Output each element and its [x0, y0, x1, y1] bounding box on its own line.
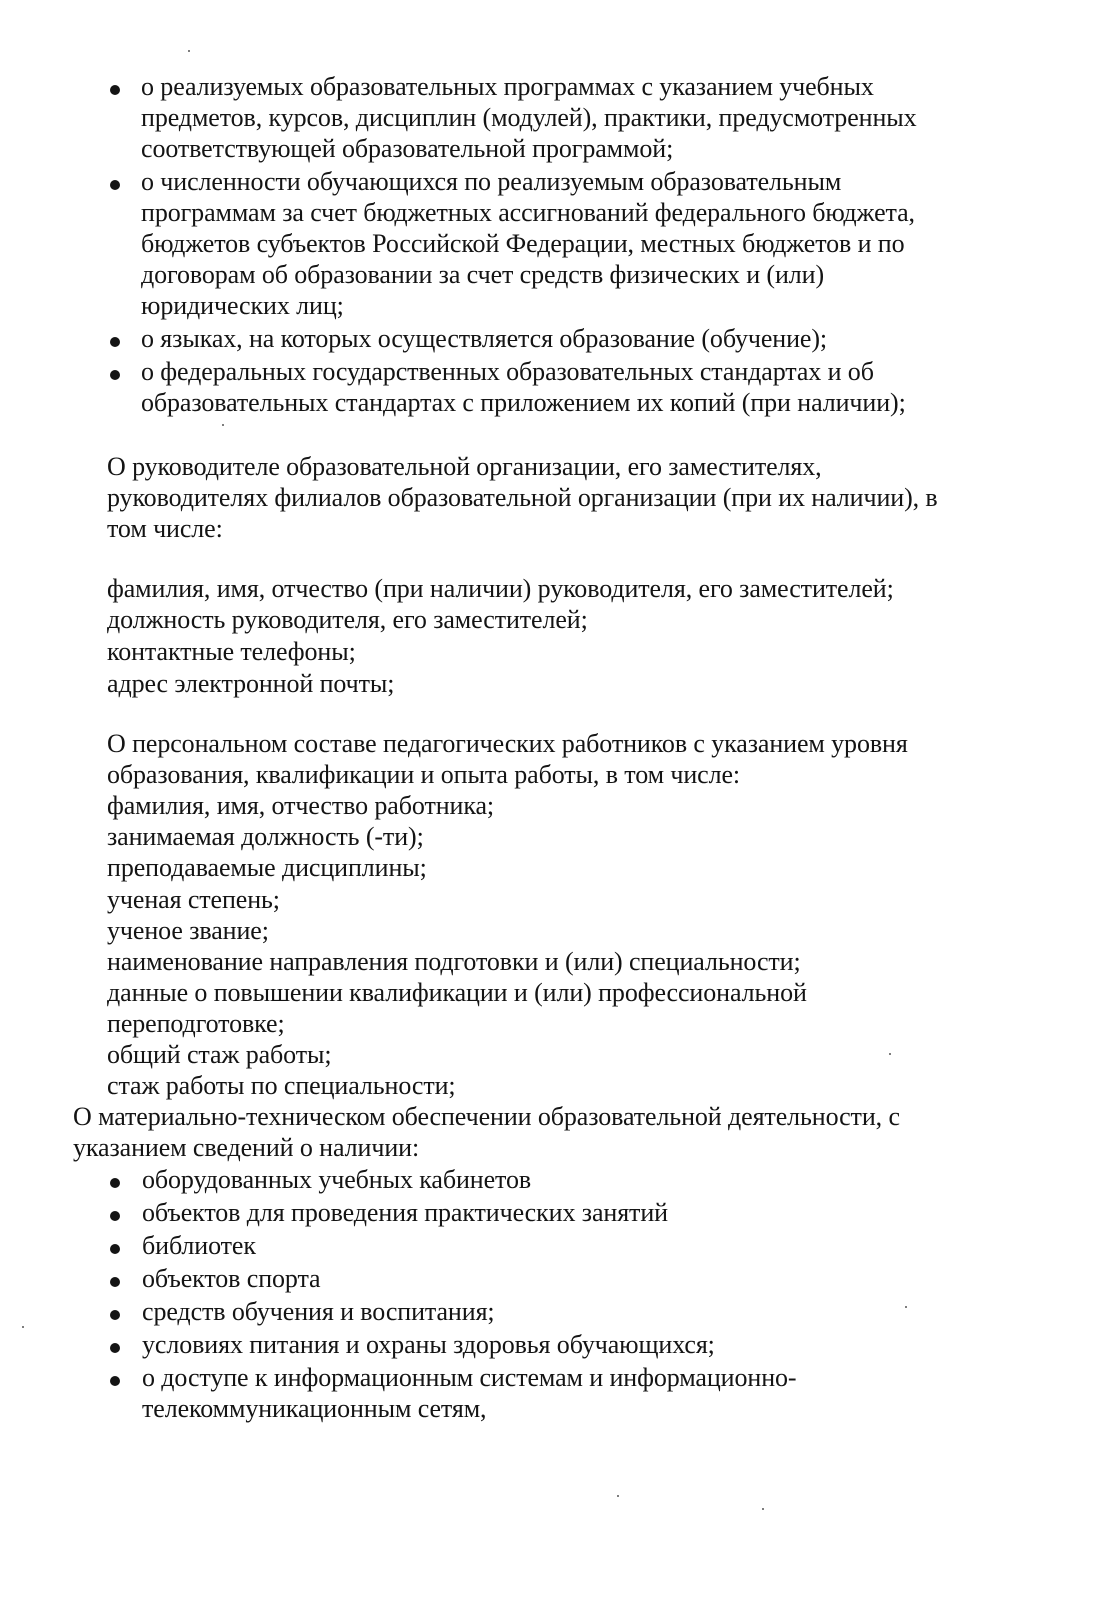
- list-item-line: соответствующей образовательной программой;: [141, 134, 674, 163]
- field-line: фамилия, имя, отчество работника;: [107, 791, 495, 820]
- field-line: ученая степень;: [107, 885, 280, 914]
- field-line: занимаемая должность (-ти);: [107, 822, 424, 851]
- scan-speck: [188, 50, 190, 52]
- scan-speck: [889, 1053, 891, 1055]
- field-line: общий стаж работы;: [107, 1040, 332, 1069]
- paragraph-line: О персональном составе педагогических работников с указанием уровня: [107, 729, 908, 758]
- list-item-line: образовательных стандартах с приложением их копий (при наличии);: [141, 388, 906, 417]
- list-item-line: объектов для проведения практических занятий: [142, 1198, 668, 1227]
- field-line: ученое звание;: [107, 916, 269, 945]
- bullet-icon: [110, 1211, 120, 1221]
- scan-speck: [22, 1326, 24, 1328]
- bullet-icon: [110, 1343, 120, 1353]
- list-item-line: библиотек: [142, 1231, 256, 1260]
- list-item-line: средств обучения и воспитания;: [142, 1297, 495, 1326]
- field-line: наименование направления подготовки и (или) специальности;: [107, 947, 801, 976]
- bullet-icon: [110, 1277, 120, 1287]
- bullet-icon: [110, 337, 120, 347]
- field-line: стаж работы по специальности;: [107, 1071, 456, 1100]
- list-item-line: программам за счет бюджетных ассигнований федерального бюджета,: [141, 198, 915, 227]
- paragraph-line: том числе:: [107, 514, 223, 543]
- scan-speck: [762, 1508, 764, 1510]
- field-line: должность руководителя, его заместителей;: [107, 605, 588, 634]
- list-item-line: договорам об образовании за счет средств физических и (или): [141, 260, 825, 289]
- list-item-line: юридических лиц;: [141, 291, 344, 320]
- scan-speck: [905, 1306, 907, 1308]
- bullet-icon: [110, 1178, 120, 1188]
- list-item-line: телекоммуникационным сетям,: [142, 1394, 487, 1423]
- list-item-line: условиях питания и охраны здоровья обучающихся;: [142, 1330, 715, 1359]
- paragraph-line: образования, квалификации и опыта работы, в том числе:: [107, 760, 741, 789]
- paragraph-line: руководителях филиалов образовательной организации (при их наличии), в: [107, 483, 938, 512]
- scan-speck: [222, 424, 224, 426]
- field-line: переподготовке;: [107, 1009, 285, 1038]
- bullet-icon: [110, 85, 120, 95]
- field-line: адрес электронной почты;: [107, 669, 395, 698]
- list-item-line: о численности обучающихся по реализуемым образовательным: [141, 167, 842, 196]
- paragraph-line: О материально-техническом обеспечении образовательной деятельности, с: [73, 1102, 900, 1131]
- list-item-line: оборудованных учебных кабинетов: [142, 1165, 532, 1194]
- list-item-line: объектов спорта: [142, 1264, 321, 1293]
- field-line: контактные телефоны;: [107, 637, 356, 666]
- bullet-icon: [110, 180, 120, 190]
- list-item-line: о языках, на которых осуществляется образование (обучение);: [141, 324, 828, 353]
- field-line: данные о повышении квалификации и (или) профессиональной: [107, 978, 807, 1007]
- bullet-icon: [110, 1244, 120, 1254]
- list-item-line: о доступе к информационным системам и информационно-: [142, 1363, 797, 1392]
- bullet-icon: [110, 1310, 120, 1320]
- scan-speck: [617, 1495, 619, 1497]
- field-line: преподаваемые дисциплины;: [107, 853, 427, 882]
- paragraph-line: указанием сведений о наличии:: [73, 1133, 420, 1162]
- list-item-line: о реализуемых образовательных программах с указанием учебных: [141, 72, 874, 101]
- field-line: фамилия, имя, отчество (при наличии) руководителя, его заместителей;: [107, 574, 894, 603]
- bullet-icon: [110, 1376, 120, 1386]
- list-item-line: бюджетов субъектов Российской Федерации, местных бюджетов и по: [141, 229, 905, 258]
- list-item-line: предметов, курсов, дисциплин (модулей), практики, предусмотренных: [141, 103, 917, 132]
- paragraph-line: О руководителе образовательной организации, его заместителях,: [107, 452, 822, 481]
- bullet-icon: [110, 370, 120, 380]
- list-item-line: о федеральных государственных образовательных стандартах и об: [141, 357, 874, 386]
